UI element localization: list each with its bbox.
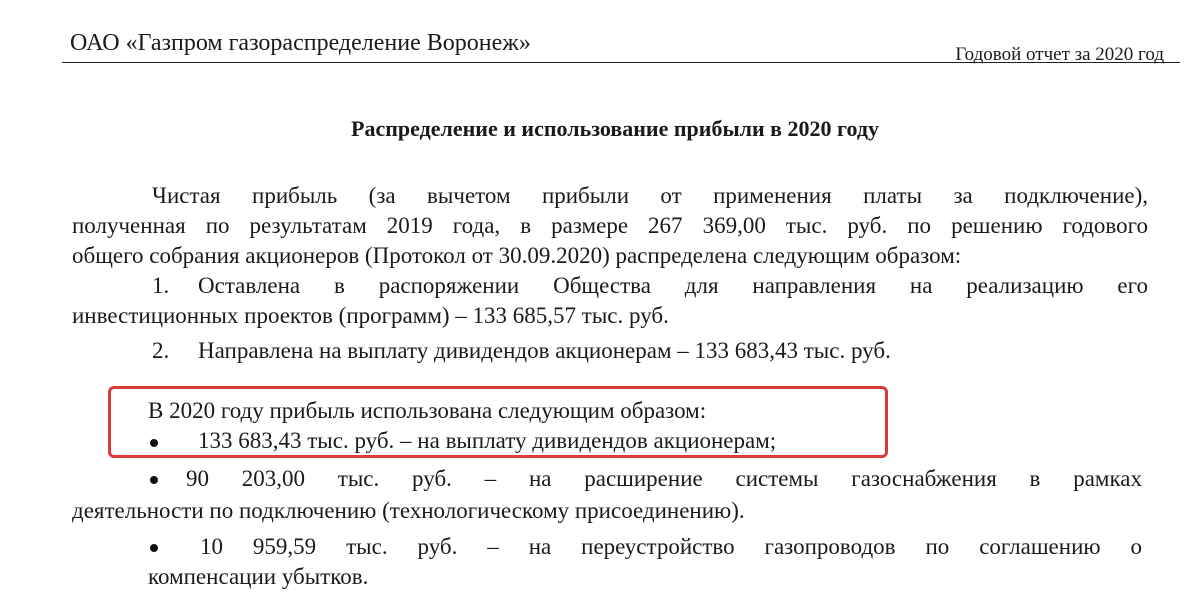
company-name: ОАО «Газпром газораспределение Воронеж»: [70, 30, 531, 56]
bullet-icon: [150, 544, 158, 552]
list-number-2: 2.: [152, 338, 170, 363]
distribution-item-1-line-1: Оставлена в распоряжении Общества для направления на реализацию его: [198, 273, 1148, 298]
usage-item-2-line-2: деятельности по подключению (технологическому присоединению).: [72, 498, 745, 523]
usage-item-3-line-2: компенсации убытков.: [148, 564, 369, 589]
usage-intro: В 2020 году прибыль использована следующим образом:: [148, 398, 707, 423]
paragraph-line-3: общего собрания акционеров (Протокол от 30.09.2020) распределена следующим образом:: [72, 243, 962, 268]
distribution-item-2: Направлена на выплату дивидендов акционерам – 133 683,43 тыс. руб.: [198, 338, 891, 363]
header-divider: [62, 62, 1180, 63]
paragraph-line-2: полученная по результатам 2019 года, в размере 267 369,00 тыс. руб. по решению годового: [72, 213, 1148, 238]
usage-item-3-line-1: 10 959,59 тыс. руб. – на переустройство газопроводов по соглашению о: [200, 534, 1142, 559]
section-title: Распределение и использование прибыли в 2020 году: [351, 116, 879, 141]
distribution-item-1-line-2: инвестиционных проектов (программ) – 133 685,57 тыс. руб.: [72, 303, 669, 328]
paragraph-line-1: Чистая прибыль (за вычетом прибыли от применения платы за подключение),: [152, 183, 1148, 208]
report-title: Годовой отчет за 2020 год: [955, 44, 1164, 65]
bullet-icon: [150, 439, 158, 447]
usage-item-1: 133 683,43 тыс. руб. – на выплату дивидендов акционерам;: [198, 428, 777, 453]
list-number-1: 1.: [152, 273, 170, 298]
bullet-icon: [150, 476, 158, 484]
usage-item-2-line-1: 90 203,00 тыс. руб. – на расширение системы газоснабжения в рамках: [186, 466, 1142, 491]
